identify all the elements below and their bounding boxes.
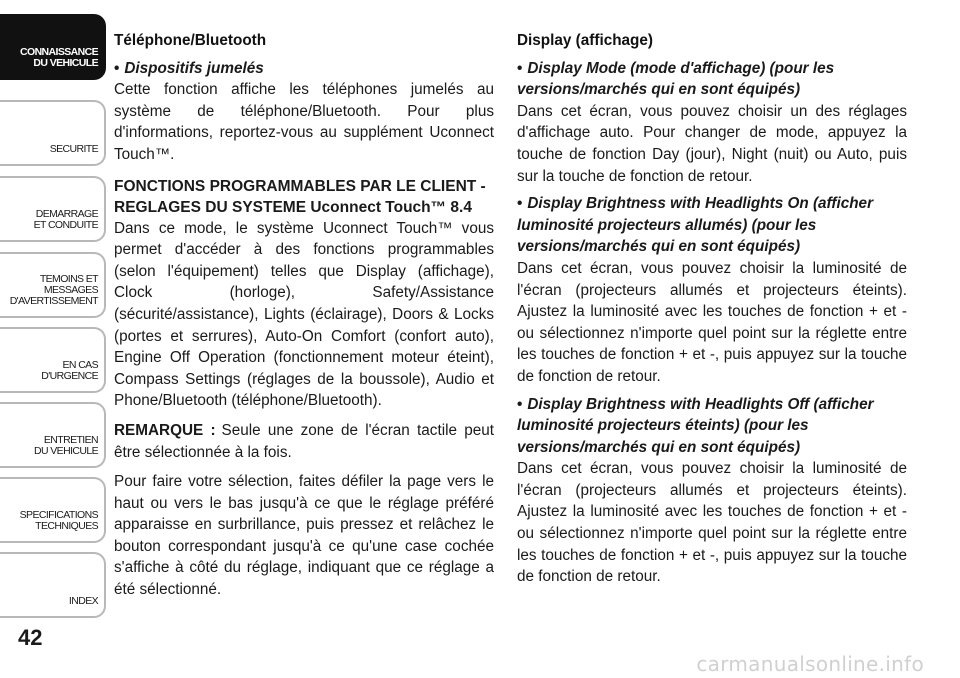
- bullet-heading: [517, 394, 907, 459]
- tab-label: DEMARRAGE ET CONDUITE: [33, 208, 98, 231]
- tab-label: INDEX: [68, 595, 98, 607]
- tab-temoins-et-messages[interactable]: [0, 252, 106, 318]
- section-heading: Display (affichage): [517, 32, 654, 49]
- paragraph: Dans cet écran, vous pouvez choisir la luminosité de l'écran (projecteurs allumés et projecteurs éteints). Ajustez la luminosité avec les touches de fonction + et - ou sélectionnez n'importe quel point sur la réglette entre les touches de fonction + et -, puis appuyez sur la touche de fonction de retour.: [517, 460, 907, 586]
- tab-label: ENTRETIEN DU VEHICULE: [34, 434, 98, 457]
- paragraph: Pour faire votre sélection, faites défiler la page vers le haut ou vers le bas jusqu'à ce que le réglage préféré apparaisse en surbrillance, puis pressez et relâchez le bouton correspondant jusqu'à ce qu'une case cochée s'affiche à côté du réglage, indiquant que ce réglage a été sélectionné.: [114, 473, 494, 599]
- bullet-text: Display Brightness with Headlights On (afficher luminosité projecteurs allumés) (pour les versions/marchés qui en sont équipés): [517, 195, 874, 256]
- tab-label: SPECIFICATIONS TECHNIQUES: [19, 509, 98, 532]
- paragraph: Dans ce mode, le système Uconnect Touch™ vous permet d'accéder à des fonctions programmables (selon l'équipement) telles que Display (affichage), Clock (horloge), Safety/Assistance (sécurité/assistance), Lights (éclairage), Doors & Locks (portes et serrures), Auto-On Comfort (confort auto), Engine Off Operation (fonctionnement moteur éteint), Compass Settings (réglages de la boussole), Audio et Phone/Bluetooth (téléphone/Bluetooth).: [114, 219, 494, 410]
- section-heading: FONCTIONS PROGRAMMABLES PAR LE CLIENT - REGLAGES DU SYSTEME Uconnect Touch™ 8.4: [114, 177, 486, 216]
- bullet-icon: •: [517, 59, 523, 77]
- bullet-text: Dispositifs jumelés: [124, 59, 264, 77]
- note-text: Seule une zone de l'écran tactile peut être sélectionnée à la fois.: [114, 421, 494, 461]
- chapter-nav: [0, 0, 106, 678]
- paragraph: Dans cet écran, vous pouvez choisir un des réglages d'affichage auto. Pour changer de mode, appuyez la touche de fonction Day (jour), Night (nuit) ou Auto, puis sur la touche de fonction de retour.: [517, 102, 907, 185]
- bullet-text: Display Brightness with Headlights Off (afficher luminosité projecteurs éteints) (pour les versions/marchés qui en sont équipés): [517, 395, 874, 456]
- bullet-heading: [114, 58, 494, 80]
- tab-entretien-du-vehicule[interactable]: [0, 402, 106, 468]
- tab-en-cas-d-urgence[interactable]: [0, 327, 106, 393]
- bullet-icon: •: [114, 59, 120, 77]
- paragraph: Dans cet écran, vous pouvez choisir la luminosité de l'écran (projecteurs allumés et projecteurs éteints). Ajustez la luminosité avec les touches de fonction + et - ou sélectionnez n'importe quel point sur la réglette entre les touches de fonction + et -, puis appuyez sur la touche de fonction de retour.: [517, 259, 907, 385]
- tab-label: SECURITE: [49, 143, 98, 155]
- tab-securite[interactable]: [0, 100, 106, 166]
- note-label: REMARQUE :: [114, 421, 216, 439]
- tab-specifications-techniques[interactable]: [0, 477, 106, 543]
- tab-label: CONNAISSANCE DU VEHICULE: [20, 46, 98, 69]
- watermark: carmanualsonline.info: [696, 652, 924, 676]
- bullet-text: Display Mode (mode d'affichage) (pour les versions/marchés qui en sont équipés): [517, 59, 835, 99]
- right-column: [517, 30, 907, 588]
- tab-index[interactable]: [0, 552, 106, 618]
- bullet-heading: [517, 58, 907, 101]
- tab-label: EN CAS D'URGENCE: [41, 359, 98, 382]
- tab-connaissance-du-vehicule[interactable]: [0, 14, 106, 80]
- bullet-icon: •: [517, 195, 523, 213]
- tab-demarrage-et-conduite[interactable]: [0, 176, 106, 242]
- page-number: 42: [18, 625, 43, 650]
- section-heading: Téléphone/Bluetooth: [114, 32, 267, 49]
- note: [114, 420, 494, 463]
- bullet-icon: •: [517, 395, 523, 413]
- paragraph: Cette fonction affiche les téléphones jumelés au système de téléphone/Bluetooth. Pour plus d'informations, reportez-vous au supplément Uconnect Touch™.: [114, 81, 494, 163]
- bullet-heading: [517, 193, 907, 258]
- tab-label: TEMOINS ET MESSAGES D'AVERTISSEMENT: [9, 273, 98, 307]
- left-column: [114, 30, 494, 601]
